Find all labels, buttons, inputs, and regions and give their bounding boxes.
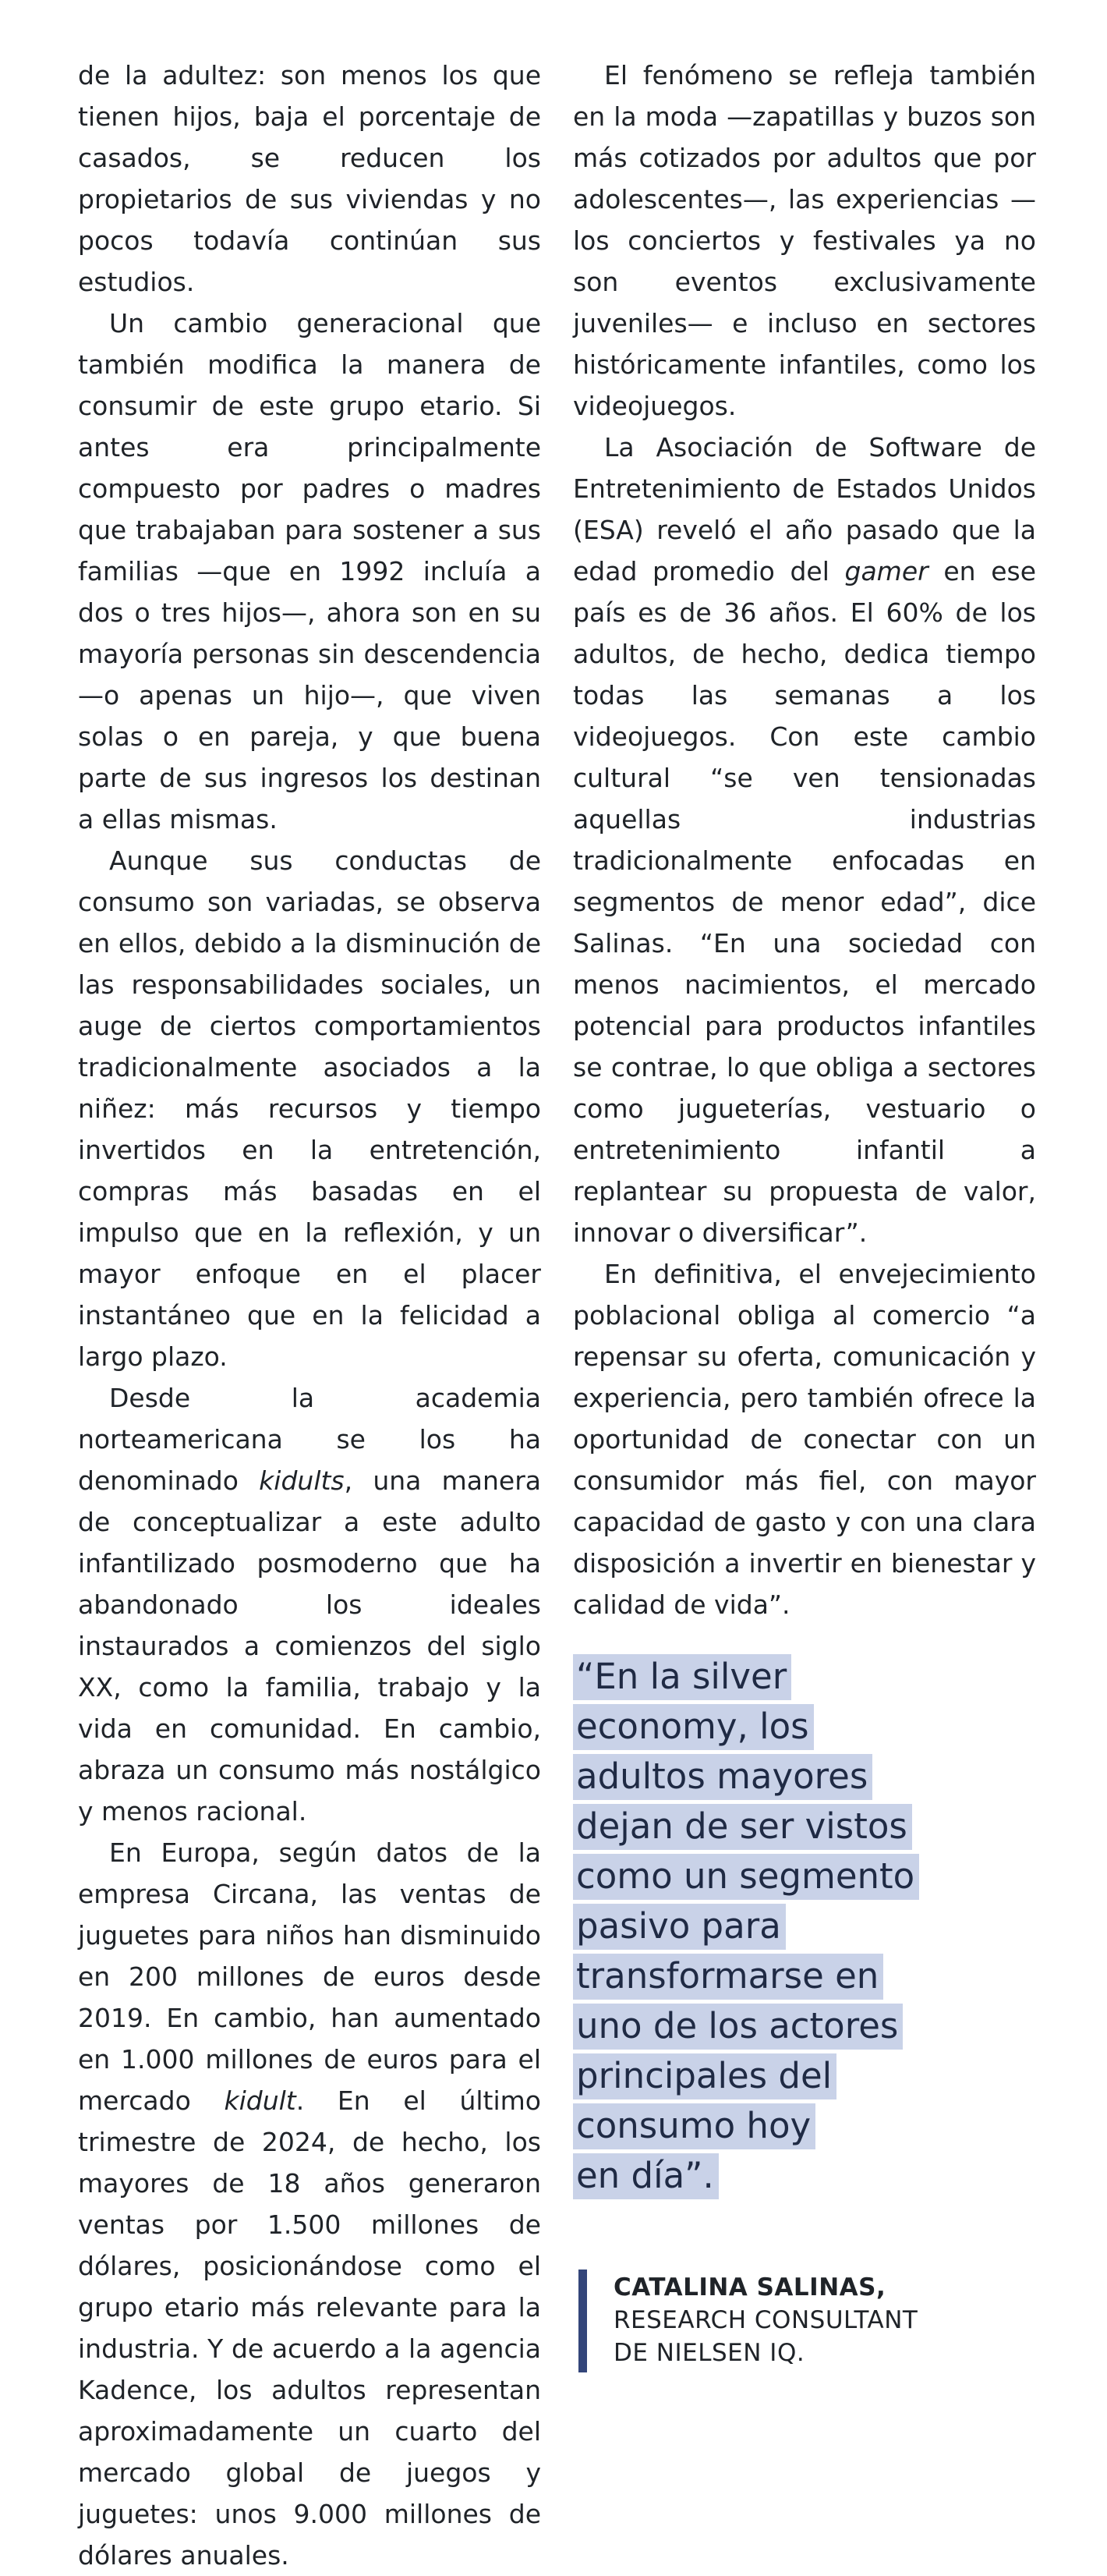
pull-quote-line: en día”. [573,2153,719,2199]
attribution-role-line-1: RESEARCH CONSULTANT [614,2306,918,2334]
pull-quote-line: como un segmento [573,1854,919,1900]
attribution-role-line-2: DE NIELSEN IQ. [614,2339,805,2367]
left-paragraph-2: Un cambio generacional que también modifica la manera de consumir de este grupo etario. Si antes era principalmente compuesto por padres o madres que trabajaban para sostener a sus familias —que en 1992 incluía a dos o tres hijos—, ahora son en su mayoría personas sin descendencia —o apenas un hijo—, que viven solas o en pareja, y que buena parte de sus ingresos los destinan a ellas mismas. [78,308,541,834]
left-paragraph-4-part-a: Desde la academia norteamericana se los ha denominado [78,1383,541,1496]
pull-quote-line: economy, los [573,1704,814,1750]
right-paragraph-2-part-b: en ese país es de 36 años. El 60% de los adultos, de hecho, dedica tiempo todas las semanas a los videojuegos. Con este cambio cultural “se ven tensionadas aquellas industrias tradicionalmente enfocadas en segmentos de menor edad”, dice Salinas. “En una sociedad con menos nacimientos, el mercado potencial para productos infantiles se contrae, lo que obliga a sectores como jugueterías, vestuario o entretenimiento infantil a replantear su propuesta de valor, innovar o diversificar”. [573,556,1037,1248]
term-gamer: gamer [844,556,928,586]
right-paragraph-2-part-a: La Asociación de Software de Entretenimiento de Estados Unidos (ESA) reveló el año pasado que la edad promedio del [573,432,1036,586]
right-column [573,55,1036,1625]
quote-attribution [578,2270,1015,2372]
pull-quote-line: consumo hoy [573,2103,815,2149]
right-paragraph-1: El fenómeno se refleja también en la moda —zapatillas y buzos son más cotizados por adultos que por adolescentes—, las experiencias —los conciertos y festivales ya no son eventos exclusivamente juveniles— e incluso en sectores históricamente infantiles, como los videojuegos. [573,60,1036,421]
left-paragraph-3: Aunque sus conductas de consumo son variadas, se observa en ellos, debido a la disminución de las responsabilidades sociales, un auge de ciertos comportamientos tradicionalmente asociados a la niñez: más recursos y tiempo invertidos en la entretención, compras más basadas en el impulso que en la reflexión, y un mayor enfoque en el placer instantáneo que en la felicidad a largo plazo. [78,845,541,1372]
pull-quote-line: adultos mayores [573,1754,872,1800]
pull-quote-line: principales del [573,2053,836,2099]
attribution-name: CATALINA SALINAS, [614,2273,886,2301]
pull-quote-line: pasivo para [573,1904,786,1950]
left-paragraph-5-part-a: En Europa, según datos de la empresa Circana, las ventas de juguetes para niños han disminuido en 200 millones de euros desde 2019. En cambio, han aumentado en 1.000 millones de euros para el mercado [78,1837,541,2116]
attribution-text [614,2271,918,2369]
left-paragraph-4 [78,1377,541,1832]
pull-quote-line: dejan de ser vistos [573,1804,912,1850]
pull-quote-line: “En la silver [573,1654,791,1700]
left-paragraph-1: de la adultez: son menos los que tienen hijos, baja el porcentaje de casados, se reducen los propietarios de sus viviendas y no pocos todavía continúan sus estudios. [78,60,541,297]
right-paragraph-2 [573,427,1036,1253]
left-paragraph-5 [78,1832,541,2576]
term-kidults: kidults [259,1465,345,1496]
attribution-accent-bar [578,2270,587,2372]
term-kidult: kidult [224,2085,296,2116]
pull-quote [573,1652,1010,2201]
pull-quote-line: transformarse en [573,1954,883,2000]
pull-quote-line: uno de los actores [573,2004,903,2050]
right-paragraph-3: En definitiva, el envejecimiento poblacional obliga al comercio “a repensar su oferta, comunicación y experiencia, pero también ofrece la oportunidad de conectar con un consumidor más fiel, con mayor capacidad de gasto y con una clara disposición a invertir en bienestar y calidad de vida”. [573,1259,1036,1620]
left-paragraph-5-part-b: . En el último trimestre de 2024, de hecho, los mayores de 18 años generaron ventas por 1.500 millones de dólares, posicionándose como el grupo etario más relevante para la industria. Y de acuerdo a la agencia Kadence, los adultos representan aproximadamente un cuarto del mercado global de juegos y juguetes: unos 9.000 millones de dólares anuales. [78,2085,541,2571]
left-paragraph-4-part-b: , una manera de conceptualizar a este adulto infantilizado posmoderno que ha abandonado los ideales instaurados a comienzos del siglo XX, como la familia, trabajo y la vida en comunidad. En cambio, abraza un consumo más nostálgico y menos racional. [78,1465,541,1827]
left-column [78,55,541,2576]
